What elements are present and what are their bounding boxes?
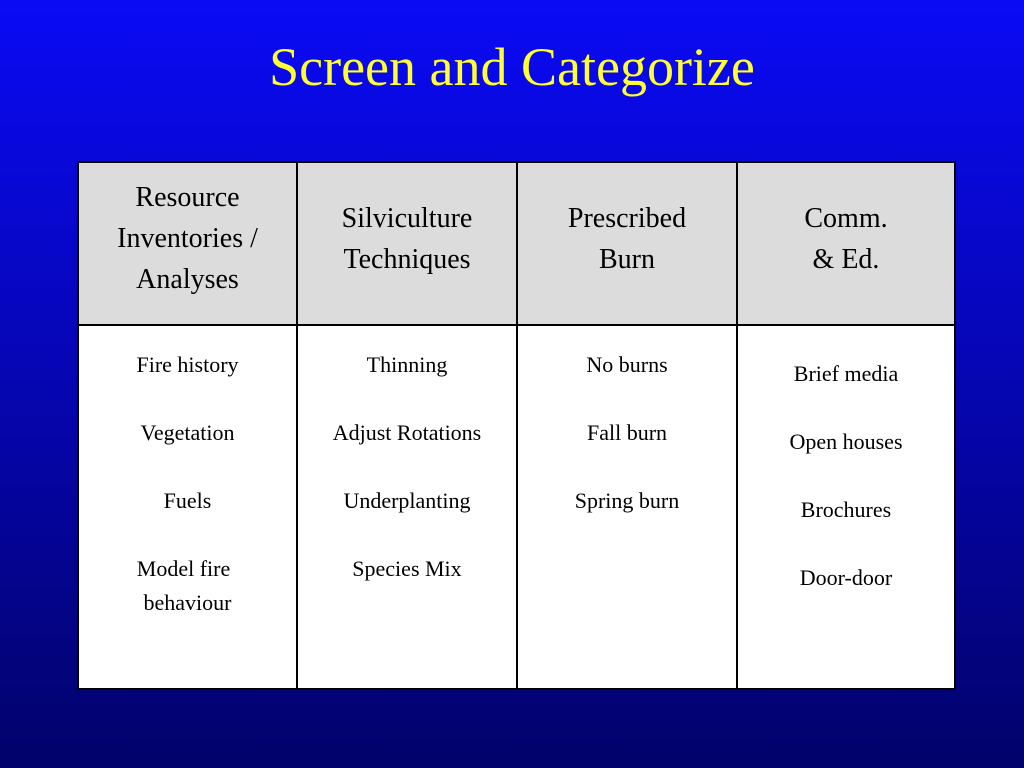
category-table xyxy=(77,161,956,690)
list-item: Fall burn xyxy=(586,420,668,445)
list-item: Thinning xyxy=(366,352,448,377)
list-item: Adjust Rotations xyxy=(332,420,482,445)
header-line: Inventories / xyxy=(117,223,258,254)
list-item: Brochures xyxy=(800,497,892,522)
header-prescribed-burn xyxy=(518,163,738,326)
list-item: Underplanting xyxy=(343,488,471,513)
header-line: Analyses xyxy=(136,264,239,295)
resource-inventories-items xyxy=(79,326,298,688)
header-silviculture-techniques xyxy=(298,163,518,326)
header-line: Resource xyxy=(135,182,240,213)
list-item: behaviour xyxy=(143,590,232,615)
list-item: Species Mix xyxy=(352,556,462,581)
silviculture-techniques-items xyxy=(298,326,518,688)
slide-title: Screen and Categorize xyxy=(269,37,755,97)
header-comm-ed xyxy=(738,163,954,326)
header-line: Techniques xyxy=(343,244,471,275)
header-line: & Ed. xyxy=(812,244,880,275)
header-line: Burn xyxy=(599,244,655,275)
list-item: Spring burn xyxy=(574,488,680,513)
comm-ed-items xyxy=(738,326,954,688)
header-line: Prescribed xyxy=(567,203,687,234)
list-item: Door-door xyxy=(799,565,893,590)
header-line: Silviculture xyxy=(341,203,473,234)
list-item: Brief media xyxy=(793,361,899,386)
list-item: Model fire xyxy=(136,556,231,581)
list-item: Vegetation xyxy=(140,420,235,445)
header-line: Comm. xyxy=(804,203,888,234)
list-item: Fire history xyxy=(136,352,239,377)
list-item: Fuels xyxy=(163,488,212,513)
list-item: Open houses xyxy=(789,429,903,454)
header-resource-inventories xyxy=(79,163,298,326)
prescribed-burn-items xyxy=(518,326,738,688)
list-item: No burns xyxy=(586,352,668,377)
